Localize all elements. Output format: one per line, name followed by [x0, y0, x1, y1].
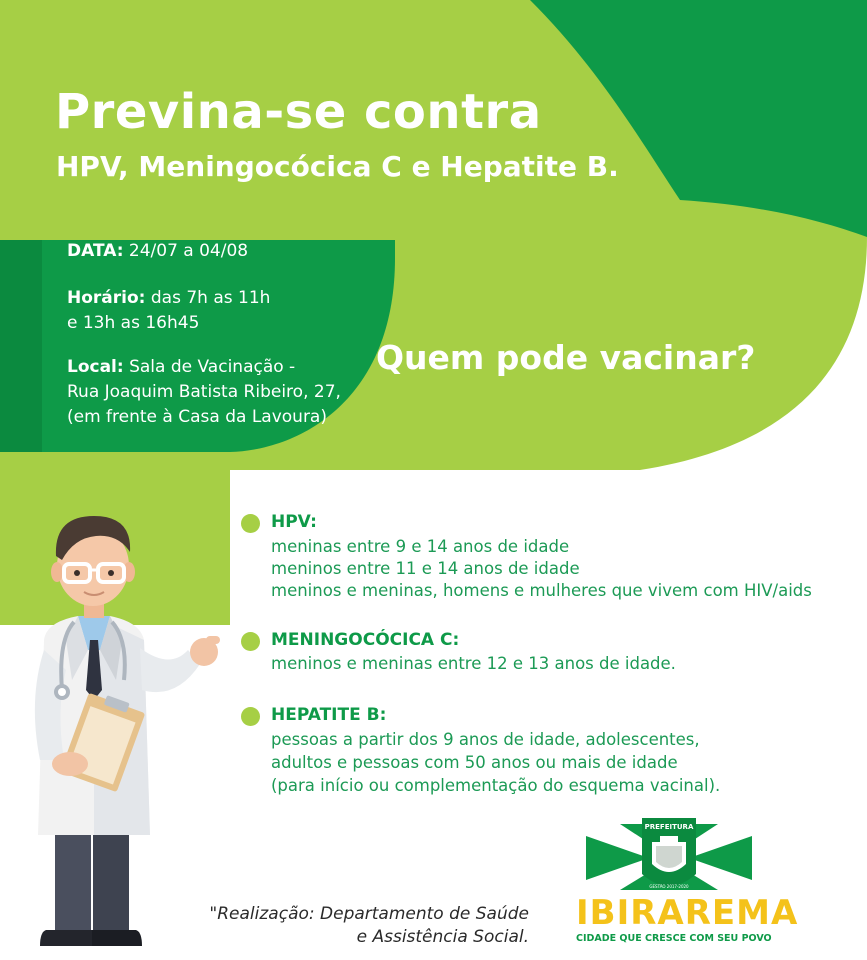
bullet-icon [241, 632, 260, 651]
hours-value-2: e 13h as 16h45 [67, 313, 200, 333]
credit-text [209, 903, 529, 949]
question-heading: Quem pode vacinar? [376, 338, 756, 377]
place-line2: Rua Joaquim Batista Ribeiro, 27, [67, 382, 341, 402]
hours-label: Horário: [67, 288, 146, 308]
date-value: 24/07 a 04/08 [123, 241, 249, 261]
logo-tagline: CIDADE QUE CRESCE COM SEU POVO [576, 933, 772, 944]
city-logo-emblem [576, 818, 762, 898]
group-title-meningococica: MENINGOCÓCICA C: [271, 630, 460, 650]
place-line3: (em frente à Casa da Lavoura) [67, 407, 327, 427]
headline-title: Previna-se contra [55, 84, 542, 140]
logo-name: IBIRAREMA [576, 893, 799, 933]
group-title-hpv: HPV: [271, 512, 317, 532]
group-line: pessoas a partir dos 9 anos de idade, adolescentes, [271, 730, 700, 749]
info-hours [67, 286, 270, 336]
hours-value: das 7h as 11h [145, 288, 271, 308]
place-value: Sala de Vacinação - [123, 357, 296, 377]
group-line: meninos e meninas entre 12 e 13 anos de idade. [271, 654, 676, 673]
group-line: meninos e meninas, homens e mulheres que vivem com HIV/aids [271, 581, 812, 600]
bullet-icon [241, 514, 260, 533]
group-line: adultos e pessoas com 50 anos ou mais de idade [271, 753, 678, 772]
date-label: DATA: [67, 241, 124, 261]
info-box-shadow [0, 240, 42, 452]
info-date [67, 239, 248, 264]
info-place [67, 355, 341, 430]
group-line: meninas entre 9 e 14 anos de idade [271, 537, 570, 556]
group-line: (para início ou complementação do esquema vacinal). [271, 776, 721, 795]
logo-badge-text: PREFEITURA [644, 823, 694, 831]
doctor-illustration [0, 505, 230, 960]
place-label: Local: [67, 357, 124, 377]
group-line: meninos entre 11 e 14 anos de idade [271, 559, 580, 578]
bullet-icon [241, 707, 260, 726]
logo-seal-text: GESTÃO 2017-2020 [649, 884, 689, 889]
credit-line2: e Assistência Social. [356, 927, 529, 947]
group-title-hepatite: HEPATITE B: [271, 705, 387, 725]
credit-line1: "Realização: Departamento de Saúde [209, 904, 529, 924]
headline-subtitle: HPV, Meningocócica C e Hepatite B. [56, 150, 619, 183]
